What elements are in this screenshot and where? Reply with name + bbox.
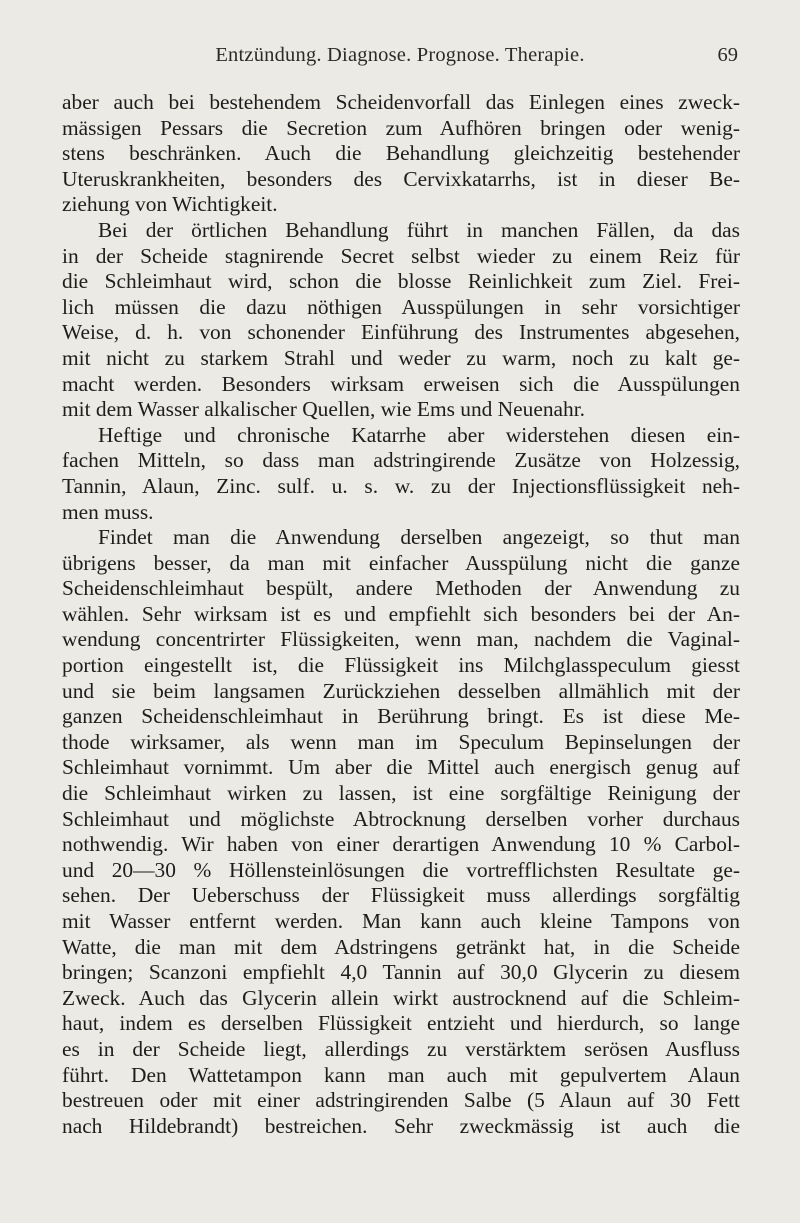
text-line: Watte, die man mit dem Adstringens getränkt hat, in die Scheide — [62, 934, 740, 959]
text-line: wählen. Sehr wirksam ist es und empfiehlt sich besonders bei der An- — [62, 601, 740, 626]
text-line: Uteruskrankheiten, besonders des Cervixkatarrhs, ist in dieser Be- — [62, 166, 740, 191]
text-line: und 20—30 % Höllensteinlösungen die vortrefflichsten Resultate ge- — [62, 857, 740, 882]
text-line: Schleimhaut und möglichste Abtrocknung derselben vorher durchaus — [62, 806, 740, 831]
text-line: Tannin, Alaun, Zinc. sulf. u. s. w. zu der Injectionsflüssigkeit neh- — [62, 473, 740, 498]
text-line: macht werden. Besonders wirksam erweisen sich die Ausspülungen — [62, 371, 740, 396]
text-line: führt. Den Wattetampon kann man auch mit gepulvertem Alaun — [62, 1062, 740, 1087]
text-line: nothwendig. Wir haben von einer derartigen Anwendung 10 % Carbol- — [62, 832, 740, 857]
text-line: bringen; Scanzoni empfiehlt 4,0 Tannin auf 30,0 Glycerin zu diesem — [62, 960, 740, 985]
text-line: men muss. — [62, 499, 154, 524]
text-line: es in der Scheide liegt, allerdings zu verstärktem serösen Ausfluss — [62, 1036, 740, 1061]
text-line: Schleimhaut vornimmt. Um aber die Mittel auch energisch genug auf — [62, 755, 740, 780]
text-line: wendung concentrirter Flüssigkeiten, wenn man, nachdem die Vaginal- — [62, 627, 740, 652]
text-line: Heftige und chronische Katarrhe aber widerstehen diesen ein- — [98, 422, 740, 447]
text-line: stens beschränken. Auch die Behandlung gleichzeitig bestehender — [62, 141, 740, 166]
running-title: Entzündung. Diagnose. Prognose. Therapie. — [215, 44, 585, 66]
text-line: in der Scheide stagnirende Secret selbst wieder zu einem Reiz für — [62, 243, 740, 268]
text-line: ziehung von Wichtigkeit. — [62, 192, 278, 217]
text-line: Weise, d. h. von schonender Einführung des Instrumentes abgesehen, — [62, 320, 740, 345]
text-line: mit nicht zu starkem Strahl und weder zu warm, noch zu kalt ge- — [62, 345, 740, 370]
text-line: Zweck. Auch das Glycerin allein wirkt austrocknend auf die Schleim- — [62, 985, 740, 1010]
text-line: portion eingestellt ist, die Flüssigkeit ins Milchglasspeculum giesst — [62, 653, 740, 678]
text-line: sehen. Der Ueberschuss der Flüssigkeit muss allerdings sorgfältig — [62, 883, 740, 908]
text-line: und sie beim langsamen Zurückziehen desselben allmählich mit der — [62, 678, 740, 703]
text-line: Bei der örtlichen Behandlung führt in manchen Fällen, da das — [98, 217, 740, 242]
text-line: lich müssen die dazu nöthigen Ausspülungen in sehr vorsichtiger — [62, 294, 740, 319]
text-line: mit Wasser entfernt werden. Man kann auch kleine Tampons von — [62, 909, 740, 933]
text-line: mit dem Wasser alkalischer Quellen, wie Ems und Neuenahr. — [62, 397, 585, 422]
text-line: mässigen Pessars die Secretion zum Aufhören bringen oder wenig- — [62, 115, 740, 140]
text-line: aber auch bei bestehendem Scheidenvorfall das Einlegen eines zweck- — [62, 90, 740, 114]
text-line: übrigens besser, da man mit einfacher Ausspülung nicht die ganze — [62, 550, 740, 575]
text-line: die Schleimhaut wird, schon die blosse Reinlichkeit zum Ziel. Frei- — [62, 269, 740, 294]
body-text — [62, 90, 740, 1139]
text-line: Findet man die Anwendung derselben angezeigt, so thut man — [98, 525, 740, 550]
text-line: nach Hildebrandt) bestreichen. Sehr zweckmässig ist auch die — [62, 1113, 740, 1138]
text-line: haut, indem es derselben Flüssigkeit entzieht und hierdurch, so lange — [62, 1011, 740, 1036]
text-line: bestreuen oder mit einer adstringirenden Salbe (5 Alaun auf 30 Fett — [62, 1088, 740, 1113]
text-line: die Schleimhaut wirken zu lassen, ist eine sorgfältige Reinigung der — [62, 781, 740, 806]
text-line: thode wirksamer, als wenn man im Speculum Bepinselungen der — [62, 729, 740, 754]
text-line: fachen Mitteln, so dass man adstringirende Zusätze von Holzessig, — [62, 448, 740, 473]
text-line: ganzen Scheidenschleimhaut in Berührung bringt. Es ist diese Me- — [62, 704, 740, 729]
text-line: Scheidenschleimhaut bespült, andere Methoden der Anwendung zu — [62, 576, 740, 601]
page-number: 69 — [717, 44, 738, 66]
running-head — [62, 44, 738, 78]
